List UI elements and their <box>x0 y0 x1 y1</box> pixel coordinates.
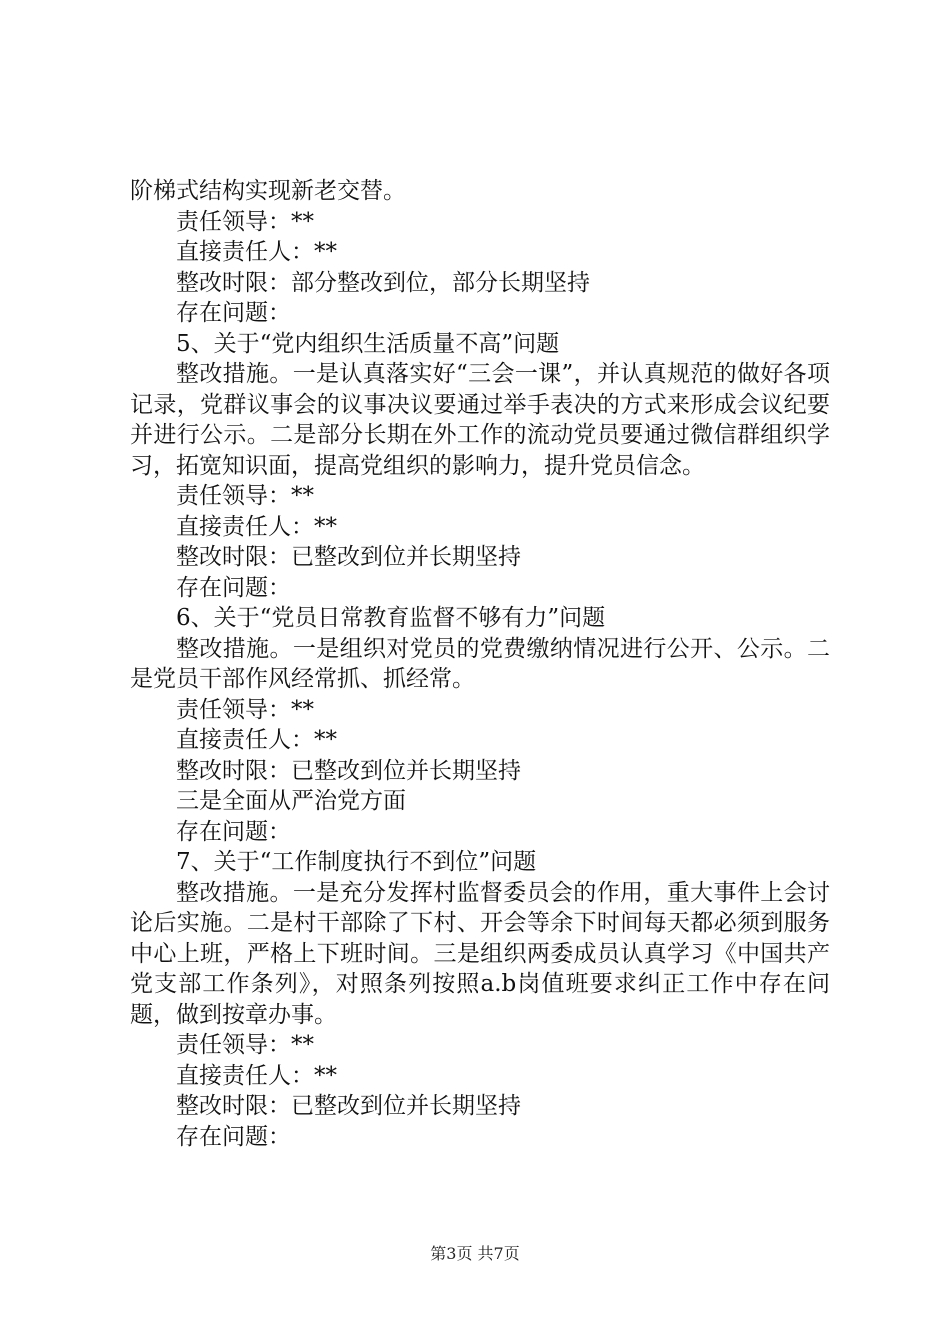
section-heading: 7、关于“工作制度执行不到位”问题 <box>176 849 537 875</box>
paragraph: 整改时限：已整改到位并长期坚持 <box>176 1093 521 1119</box>
section-heading: 5、关于“党内组织生活质量不高”问题 <box>176 330 560 357</box>
paragraph: 存在问题： <box>176 574 291 601</box>
paragraph: 整改措施。一是组织对党员的党费缴纳情况进行公开、公示。二是党员干部作风经常抓、抓经常。 <box>130 635 830 692</box>
paragraph: 直接责任人：** <box>176 239 337 265</box>
paragraph: 存在问题： <box>176 818 291 845</box>
paragraph: 阶梯式结构实现新老交替。 <box>130 178 406 204</box>
paragraph: 责任领导：** <box>176 1032 314 1058</box>
page-number-footer: 第3页 共7页 <box>430 1244 520 1263</box>
paragraph: 整改时限：部分整改到位，部分长期坚持 <box>176 269 590 296</box>
paragraph: 直接责任人：** <box>176 513 337 540</box>
paragraph: 整改时限：已整改到位并长期坚持 <box>176 544 521 570</box>
paragraph: 直接责任人：** <box>176 1062 337 1089</box>
paragraph: 存在问题： <box>176 300 291 326</box>
paragraph: 直接责任人：** <box>176 727 337 753</box>
document-body <box>130 176 830 1152</box>
paragraph: 责任领导：** <box>176 208 314 235</box>
paragraph: 整改措施。一是认真落实好“三会一课”，并认真规范的做好各项记录，党群议事会的议事决议要通过举手表决的方式来形成会议纪要并进行公示。二是部分长期在外工作的流动党员要通过微信群组织学习，拓宽知识面，提高党组织的影响力，提升党员信念。 <box>130 361 830 479</box>
paragraph: 责任领导：** <box>176 696 314 723</box>
section-heading: 6、关于“党员日常教育监督不够有力”问题 <box>176 605 606 631</box>
paragraph: 存在问题： <box>176 1123 291 1150</box>
paragraph: 责任领导：** <box>176 483 314 509</box>
paragraph: 三是全面从严治党方面 <box>176 788 406 814</box>
paragraph: 整改时限：已整改到位并长期坚持 <box>176 757 521 784</box>
paragraph: 整改措施。一是充分发挥村监督委员会的作用，重大事件上会讨论后实施。二是村干部除了下村、开会等余下时间每天都必须到服务中心上班，严格上下班时间。三是组织两委成员认真学习《中国共产党支部工作条列》，对照条列按照a.b岗值班要求纠正工作中存在问题，做到按章办事。 <box>130 879 830 1028</box>
